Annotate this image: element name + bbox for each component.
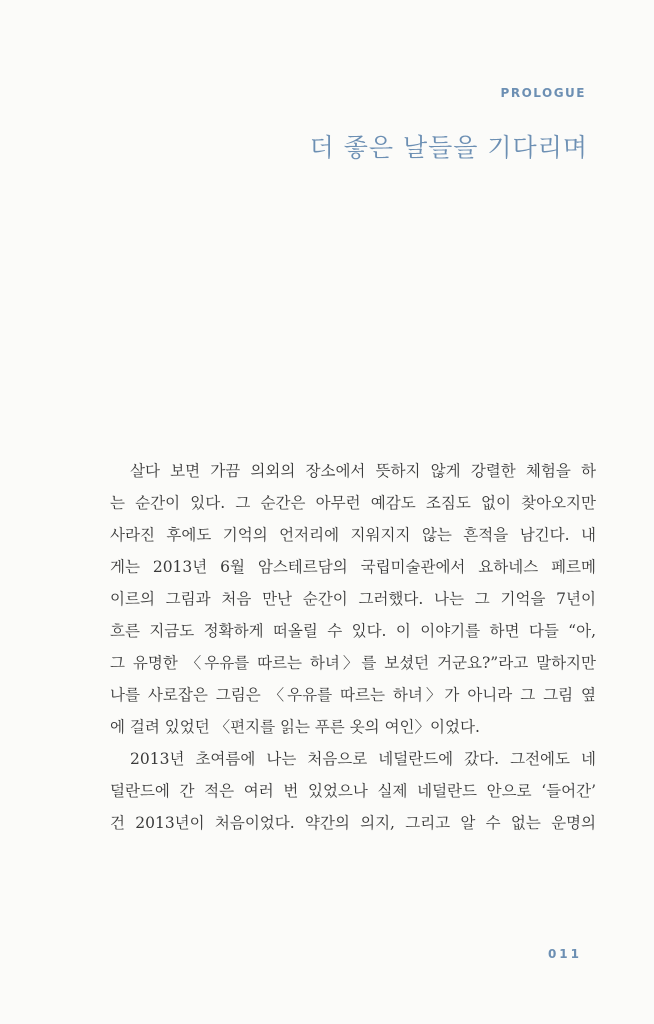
page-number: 011 xyxy=(547,947,582,961)
text-line: 는 순간이 있다. 그 순간은 아무런 예감도 조짐도 없이 찾아오지만 xyxy=(110,494,596,512)
text-line: 그 유명한 〈우유를 따르는 하녀〉를 보셨던 거군요?”라고 말하지만 xyxy=(110,654,596,672)
text-line: 건 2013년이 처음이었다. 약간의 의지, 그리고 알 수 없는 운명의 xyxy=(110,814,596,832)
text-line: 사라진 후에도 기억의 언저리에 지워지지 않는 흔적을 남긴다. 내 xyxy=(110,526,596,544)
section-label: PROLOGUE xyxy=(500,86,586,100)
chapter-title: 더 좋은 날들을 기다리며 xyxy=(309,133,588,162)
text-line: 게는 2013년 6월 암스테르담의 국립미술관에서 요하네스 페르메 xyxy=(110,558,596,576)
text-line: 에 걸려 있었던 〈편지를 읽는 푸른 옷의 여인〉이었다. xyxy=(110,718,480,736)
text-line: 2013년 초여름에 나는 처음으로 네덜란드에 갔다. 그전에도 네 xyxy=(130,750,596,768)
text-line: 살다 보면 가끔 의외의 장소에서 뜻하지 않게 강렬한 체험을 하 xyxy=(130,462,596,480)
text-line: 덜란드에 간 적은 여러 번 있었으나 실제 네덜란드 안으로 ‘들어간’ xyxy=(110,782,596,800)
text-line: 흐른 지금도 정확하게 떠올릴 수 있다. 이 이야기를 하면 다들 “아, xyxy=(110,622,596,640)
body-text xyxy=(110,455,596,839)
text-line: 나를 사로잡은 그림은 〈우유를 따르는 하녀〉가 아니라 그 그림 옆 xyxy=(110,686,596,704)
text-line: 이르의 그림과 처음 만난 순간이 그러했다. 나는 그 기억을 7년이 xyxy=(110,590,596,608)
